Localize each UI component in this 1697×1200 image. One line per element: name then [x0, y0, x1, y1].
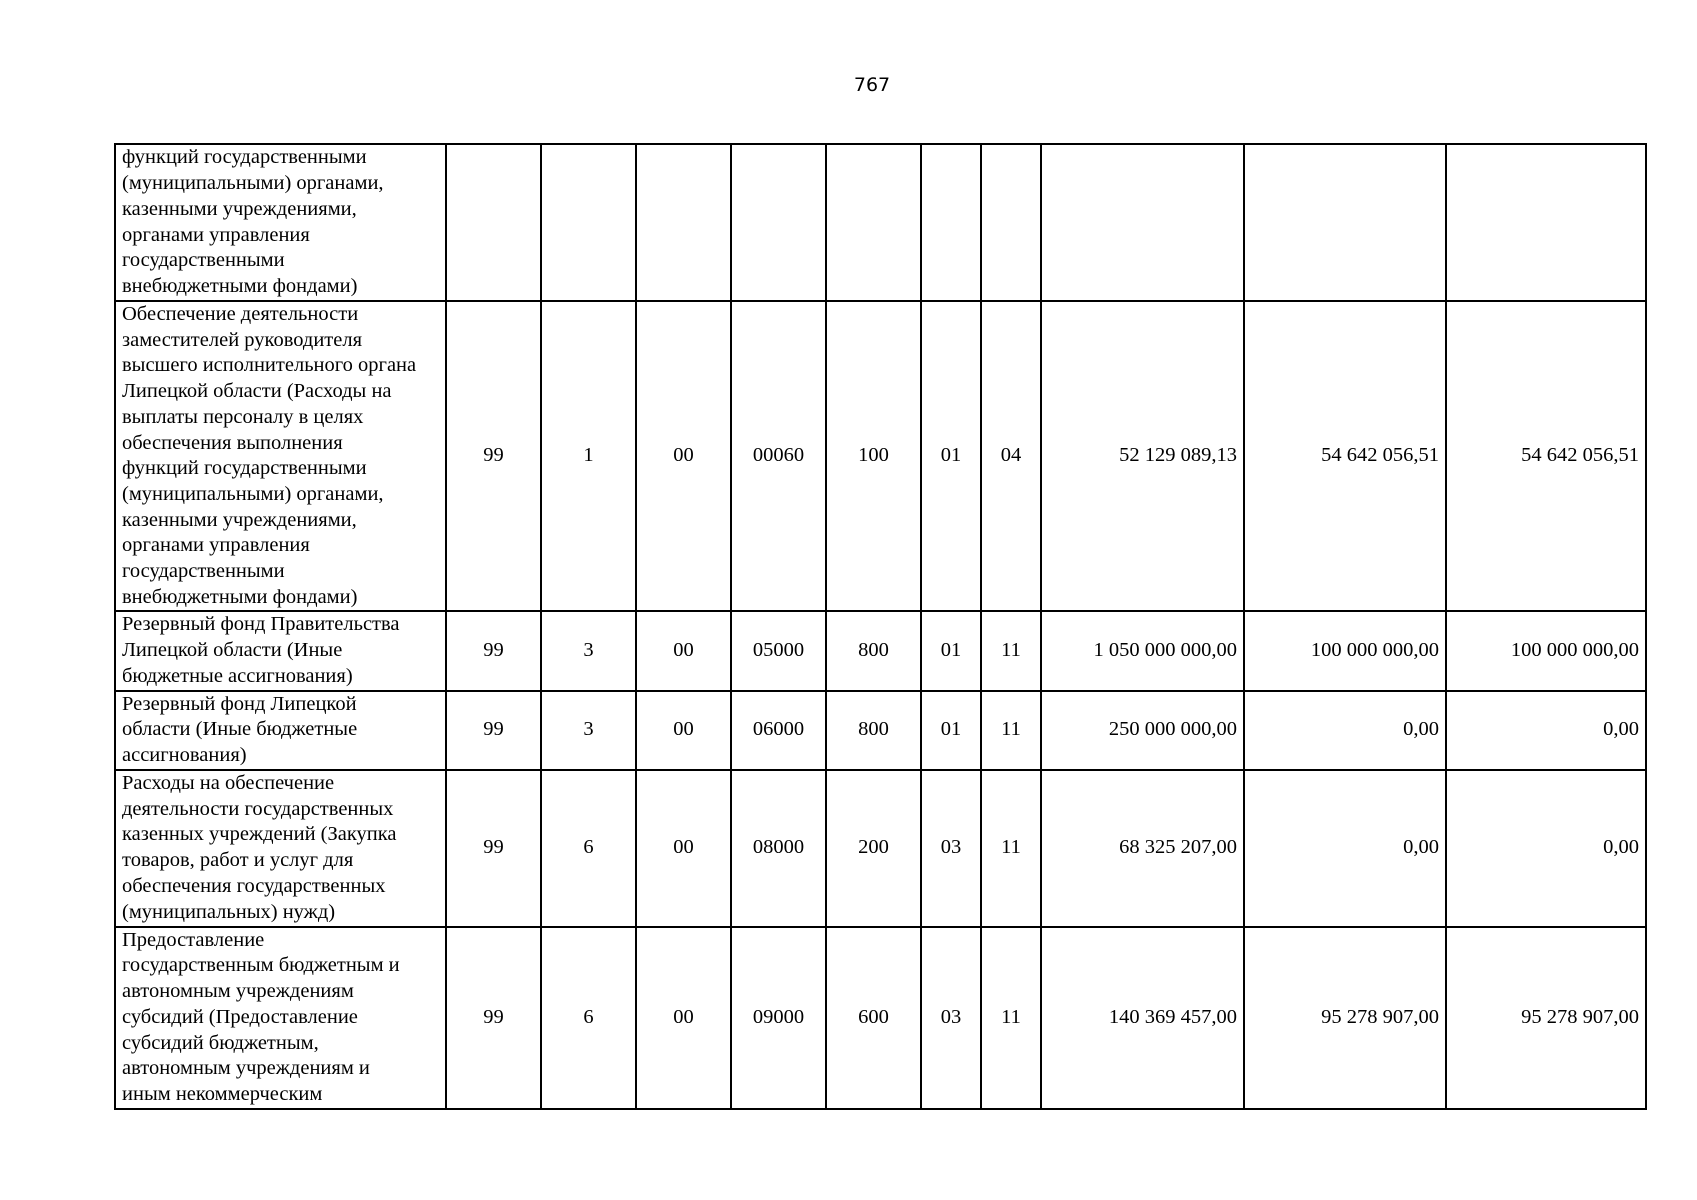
program-code: 99 [446, 691, 541, 770]
section-code: 01 [921, 611, 981, 690]
row-description: Резервный фонд Правительства Липецкой области (Иные бюджетные ассигнования) [115, 611, 446, 690]
amount-year-3: 95 278 907,00 [1446, 927, 1646, 1109]
amount-year-3: 0,00 [1446, 770, 1646, 927]
program-code: 99 [446, 770, 541, 927]
row-description: Обеспечение деятельности заместителей руководителя высшего исполнительного органа Липецкой области (Расходы на выплаты персоналу в целях обеспечения выполнения функций государственными (муниципальными) органами, казенными учреждениями, органами управления государственными внебюджетными фондами) [115, 301, 446, 611]
expense-type-code: 800 [826, 691, 921, 770]
amount-year-1: 140 369 457,00 [1041, 927, 1244, 1109]
table-row [115, 927, 1646, 1109]
subsection-code: 04 [981, 301, 1041, 611]
expense-direction-code [731, 144, 826, 301]
amount-year-3 [1446, 144, 1646, 301]
subprogram-code: 6 [541, 770, 636, 927]
expense-type-code [826, 144, 921, 301]
row-description: функций государственными (муниципальными) органами, казенными учреждениями, органами управления государственными внебюджетными фондами) [115, 144, 446, 301]
table-row [115, 301, 1646, 611]
main-activity-code: 00 [636, 611, 731, 690]
expense-type-code: 100 [826, 301, 921, 611]
amount-year-2: 95 278 907,00 [1244, 927, 1446, 1109]
main-activity-code: 00 [636, 770, 731, 927]
amount-year-2: 0,00 [1244, 770, 1446, 927]
subprogram-code: 6 [541, 927, 636, 1109]
expense-direction-code: 08000 [731, 770, 826, 927]
subsection-code [981, 144, 1041, 301]
section-code: 01 [921, 691, 981, 770]
subsection-code: 11 [981, 927, 1041, 1109]
page-number: 767 [853, 74, 891, 96]
subprogram-code: 3 [541, 691, 636, 770]
expense-direction-code: 06000 [731, 691, 826, 770]
amount-year-3: 0,00 [1446, 691, 1646, 770]
amount-year-2 [1244, 144, 1446, 301]
expense-type-code: 200 [826, 770, 921, 927]
budget-table [114, 143, 1647, 1110]
amount-year-1 [1041, 144, 1244, 301]
main-activity-code: 00 [636, 927, 731, 1109]
amount-year-1: 250 000 000,00 [1041, 691, 1244, 770]
table-row [115, 770, 1646, 927]
amount-year-3: 100 000 000,00 [1446, 611, 1646, 690]
subprogram-code [541, 144, 636, 301]
program-code: 99 [446, 301, 541, 611]
row-description: Резервный фонд Липецкой области (Иные бюджетные ассигнования) [115, 691, 446, 770]
section-code: 03 [921, 927, 981, 1109]
amount-year-1: 68 325 207,00 [1041, 770, 1244, 927]
subsection-code: 11 [981, 691, 1041, 770]
expense-direction-code: 00060 [731, 301, 826, 611]
section-code [921, 144, 981, 301]
expense-type-code: 600 [826, 927, 921, 1109]
program-code [446, 144, 541, 301]
row-description: Предоставление государственным бюджетным и автономным учреждениям субсидий (Предоставление субсидий бюджетным, автономным учреждениям и иным некоммерческим [115, 927, 446, 1109]
section-code: 01 [921, 301, 981, 611]
main-activity-code [636, 144, 731, 301]
expense-direction-code: 09000 [731, 927, 826, 1109]
amount-year-3: 54 642 056,51 [1446, 301, 1646, 611]
table-row [115, 691, 1646, 770]
amount-year-2: 54 642 056,51 [1244, 301, 1446, 611]
amount-year-2: 100 000 000,00 [1244, 611, 1446, 690]
subsection-code: 11 [981, 770, 1041, 927]
amount-year-1: 52 129 089,13 [1041, 301, 1244, 611]
amount-year-2: 0,00 [1244, 691, 1446, 770]
subprogram-code: 1 [541, 301, 636, 611]
program-code: 99 [446, 611, 541, 690]
amount-year-1: 1 050 000 000,00 [1041, 611, 1244, 690]
expense-direction-code: 05000 [731, 611, 826, 690]
program-code: 99 [446, 927, 541, 1109]
table-row [115, 611, 1646, 690]
subsection-code: 11 [981, 611, 1041, 690]
table-row [115, 144, 1646, 301]
row-description: Расходы на обеспечение деятельности государственных казенных учреждений (Закупка товаров, работ и услуг для обеспечения государственных (муниципальных) нужд) [115, 770, 446, 927]
expense-type-code: 800 [826, 611, 921, 690]
subprogram-code: 3 [541, 611, 636, 690]
main-activity-code: 00 [636, 691, 731, 770]
section-code: 03 [921, 770, 981, 927]
main-activity-code: 00 [636, 301, 731, 611]
